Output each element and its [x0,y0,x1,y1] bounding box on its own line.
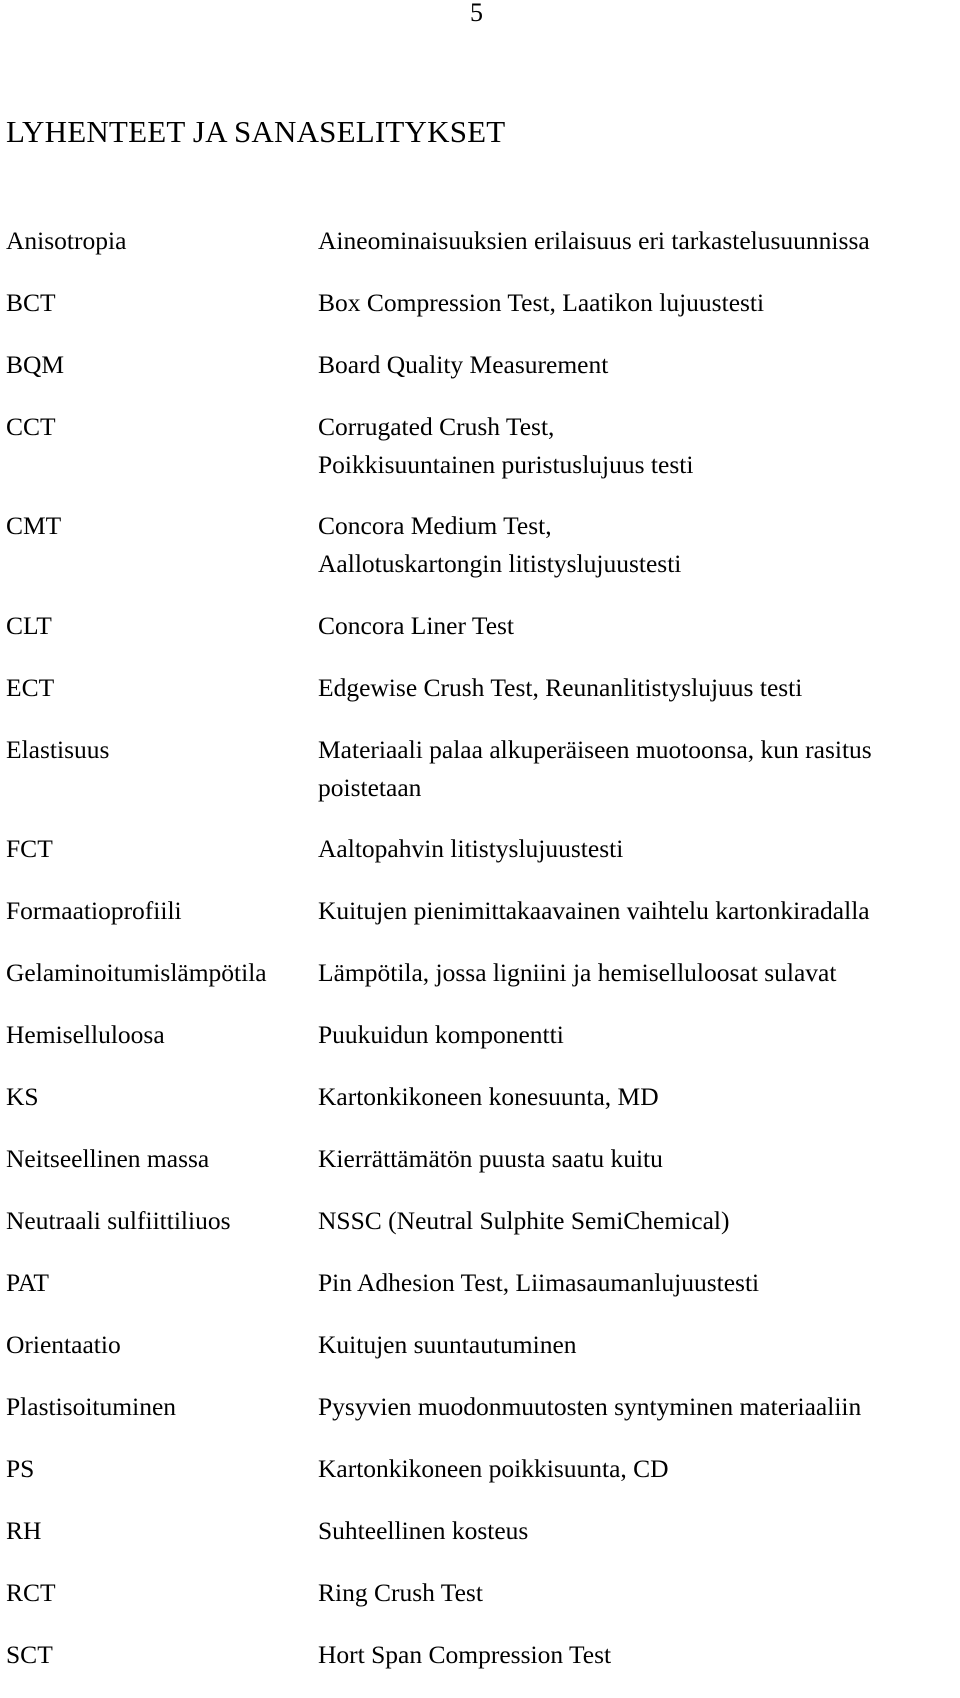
glossary-term: RH [6,1516,42,1545]
glossary-definition: Puukuidun komponentti [318,1020,564,1049]
glossary-definition: Aaltopahvin litistyslujuustesti [318,834,624,863]
glossary-term: CMT [6,511,62,540]
glossary-term: CLT [6,611,52,640]
glossary-term: Hemiselluloosa [6,1020,165,1049]
glossary-definition: Materiaali palaa alkuperäiseen muotoonsa, kun rasitus [318,735,872,764]
glossary-definition: Poikkisuuntainen puristuslujuus testi [318,450,694,479]
glossary-definition: Concora Liner Test [318,611,515,640]
glossary-definition: Pin Adhesion Test, Liimasaumanlujuustesti [318,1268,760,1297]
glossary-definition: Ring Crush Test [318,1578,483,1607]
glossary-definition: poistetaan [318,773,422,802]
page-title: LYHENTEET JA SANASELITYKSET [6,114,506,149]
glossary-definition: Kuitujen suuntautuminen [318,1330,577,1359]
glossary-term: PAT [6,1268,50,1297]
glossary-term: KS [6,1082,39,1111]
page-number: 5 [470,0,483,27]
glossary-term: RCT [6,1578,56,1607]
glossary-definition: Hort Span Compression Test [318,1640,612,1669]
glossary-term: Plastisoituminen [6,1392,177,1421]
glossary-term: Neutraali sulfiittiliuos [6,1206,231,1235]
glossary-definition: Lämpötila, jossa ligniini ja hemiselluloosat sulavat [318,958,837,987]
glossary-definition: Kartonkikoneen poikkisuunta, CD [318,1454,669,1483]
glossary-definition: Concora Medium Test, [318,511,552,540]
glossary-definition: Kartonkikoneen konesuunta, MD [318,1082,659,1111]
glossary-term: FCT [6,834,53,863]
glossary-term: Orientaatio [6,1330,121,1359]
glossary-term: BQM [6,350,65,379]
glossary-definition: Pysyvien muodonmuutosten syntyminen materiaaliin [318,1392,862,1421]
glossary-definition: Edgewise Crush Test, Reunanlitistyslujuus testi [318,673,803,702]
glossary-term: SCT [6,1640,53,1669]
glossary-definition: Aallotuskartongin litistyslujuustesti [318,549,682,578]
glossary-term: Formaatioprofiili [6,896,182,925]
glossary-term: Neitseellinen massa [6,1144,210,1173]
glossary-term: PS [6,1454,35,1483]
glossary-term: CCT [6,412,56,441]
glossary-definition: Kierrättämätön puusta saatu kuitu [318,1144,663,1173]
glossary-definition: Aineominaisuuksien erilaisuus eri tarkastelusuunnissa [318,226,870,255]
glossary-definition: Suhteellinen kosteus [318,1516,529,1545]
glossary-term: Elastisuus [6,735,110,764]
glossary-definition: Kuitujen pienimittakaavainen vaihtelu kartonkiradalla [318,896,870,925]
glossary-definition: Corrugated Crush Test, [318,412,555,441]
glossary-definition: Box Compression Test, Laatikon lujuustesti [318,288,765,317]
glossary-definition: NSSC (Neutral Sulphite SemiChemical) [318,1206,730,1235]
glossary-term: Anisotropia [6,226,127,255]
glossary-definition: Board Quality Measurement [318,350,609,379]
glossary-term: Gelaminoitumislämpötila [6,958,267,987]
glossary-term: ECT [6,673,55,702]
glossary-term: BCT [6,288,56,317]
